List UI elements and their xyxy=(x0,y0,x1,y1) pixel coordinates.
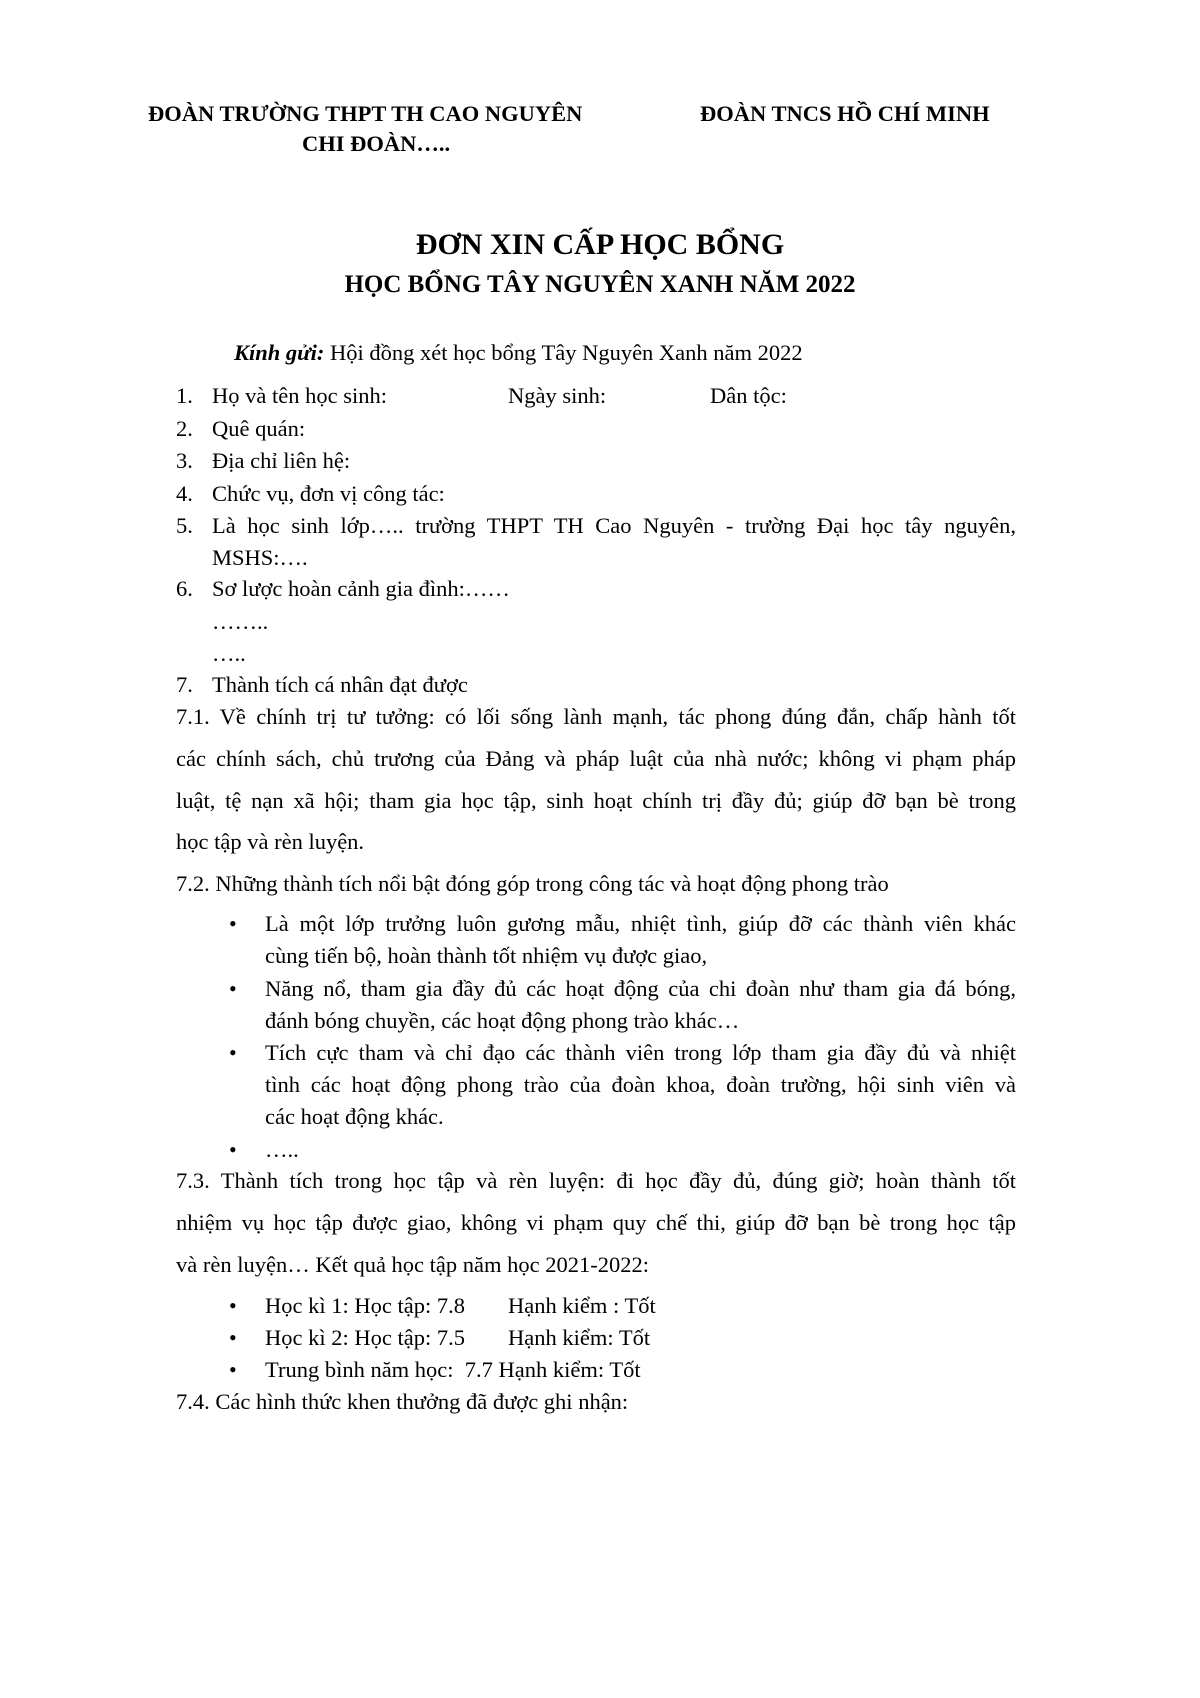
family-background-label: Sơ lược hoàn cảnh gia đình:…… xyxy=(212,576,510,601)
grade-annual-average: Trung bình năm học: 7.7 Hạnh kiểm: Tốt xyxy=(265,1357,641,1382)
greeting-label: Kính gửi: xyxy=(234,340,325,365)
bullet-text: các hoạt động khác. xyxy=(265,1104,444,1129)
section-7-3-line: và rèn luyện… Kết quả học tập năm học 2021-2022: xyxy=(176,1252,649,1277)
bullet-text: ….. xyxy=(265,1137,299,1162)
bullet-marker: • xyxy=(229,1040,237,1065)
bullet-text: Là một lớp trưởng luôn gương mẫu, nhiệt tình, giúp đỡ các thành viên khác xyxy=(265,911,1016,936)
document-title: ĐƠN XIN CẤP HỌC BỔNG xyxy=(415,228,785,261)
section-7-1-line: các chính sách, chủ trương của Đảng và pháp luật của nhà nước; không vi phạm pháp xyxy=(176,746,1016,771)
achievements-heading: Thành tích cá nhân đạt được xyxy=(212,672,468,697)
bullet-marker: • xyxy=(229,1357,237,1382)
greeting-text: Hội đồng xét học bổng Tây Nguyên Xanh năm 2022 xyxy=(324,340,803,365)
bullet-text: Năng nổ, tham gia đầy đủ các hoạt động của chi đoàn như tham gia đá bóng, xyxy=(265,976,1016,1001)
family-background-continuation: …….. xyxy=(212,609,269,634)
bullet-marker: • xyxy=(229,1325,237,1350)
item-number: 3. xyxy=(176,448,193,473)
section-7-1-line: luật, tệ nạn xã hội; tham gia học tập, sinh hoạt chính trị đầy đủ; giúp đỡ bạn bè trong xyxy=(176,788,1016,813)
hometown-label: Quê quán: xyxy=(212,416,306,441)
bullet-marker: • xyxy=(229,1137,237,1162)
ethnic-label: Dân tộc: xyxy=(710,383,787,408)
section-7-1-line: học tập và rèn luyện. xyxy=(176,829,365,854)
bullet-text: đánh bóng chuyền, các hoạt động phong trào khác… xyxy=(265,1008,740,1033)
bullet-marker: • xyxy=(229,911,237,936)
item-number: 4. xyxy=(176,481,193,506)
header-branch: CHI ĐOÀN….. xyxy=(302,131,451,156)
position-label: Chức vụ, đơn vị công tác: xyxy=(212,481,445,506)
school-line: Là học sinh lớp….. trường THPT TH Cao Nguyên - trường Đại học tây nguyên, xyxy=(212,513,1016,538)
item-number: 1. xyxy=(176,383,193,408)
item-number: 2. xyxy=(176,416,193,441)
bullet-text: tình các hoạt động phong trào của đoàn khoa, đoàn trường, hội sinh viên và xyxy=(265,1072,1016,1097)
section-7-4-heading: 7.4. Các hình thức khen thưởng đã được ghi nhận: xyxy=(176,1389,629,1414)
item-number: 7. xyxy=(176,672,193,697)
item-number: 5. xyxy=(176,513,193,538)
bullet-marker: • xyxy=(229,1293,237,1318)
address-label: Địa chỉ liên hệ: xyxy=(212,448,351,473)
grade-semester-2: Học kì 2: Học tập: 7.5 xyxy=(265,1325,465,1350)
conduct-semester-1: Hạnh kiểm : Tốt xyxy=(508,1293,656,1318)
section-7-2-heading: 7.2. Những thành tích nổi bật đóng góp trong công tác và hoạt động phong trào xyxy=(176,871,889,896)
grade-semester-1: Học kì 1: Học tập: 7.8 xyxy=(265,1293,465,1318)
document-subtitle: HỌC BỔNG TÂY NGUYÊN XANH NĂM 2022 xyxy=(344,271,856,298)
bullet-text: Tích cực tham và chỉ đạo các thành viên trong lớp tham gia đầy đủ và nhiệt xyxy=(265,1040,1016,1065)
section-7-3-line: nhiệm vụ học tập được giao, không vi phạm quy chế thi, giúp đỡ bạn bè trong học tập xyxy=(176,1210,1016,1235)
student-id-label: MSHS:…. xyxy=(212,545,308,570)
bullet-marker: • xyxy=(229,976,237,1001)
header-org-right: ĐOÀN TNCS HỒ CHÍ MINH xyxy=(700,101,990,126)
header-org-left: ĐOÀN TRƯỜNG THPT TH CAO NGUYÊN xyxy=(148,101,583,126)
conduct-semester-2: Hạnh kiểm: Tốt xyxy=(508,1325,651,1350)
greeting-line xyxy=(234,340,803,366)
dob-label: Ngày sinh: xyxy=(508,383,607,408)
section-7-3-line: 7.3. Thành tích trong học tập và rèn luyện: đi học đầy đủ, đúng giờ; hoàn thành tốt xyxy=(176,1168,1016,1193)
bullet-text: cùng tiến bộ, hoàn thành tốt nhiệm vụ được giao, xyxy=(265,943,708,968)
section-7-1-line: 7.1. Về chính trị tư tưởng: có lối sống lành mạnh, tác phong đúng đắn, chấp hành tốt xyxy=(176,704,1016,729)
item-number: 6. xyxy=(176,576,193,601)
name-label: Họ và tên học sinh: xyxy=(212,383,387,408)
family-background-continuation: ….. xyxy=(212,641,246,666)
